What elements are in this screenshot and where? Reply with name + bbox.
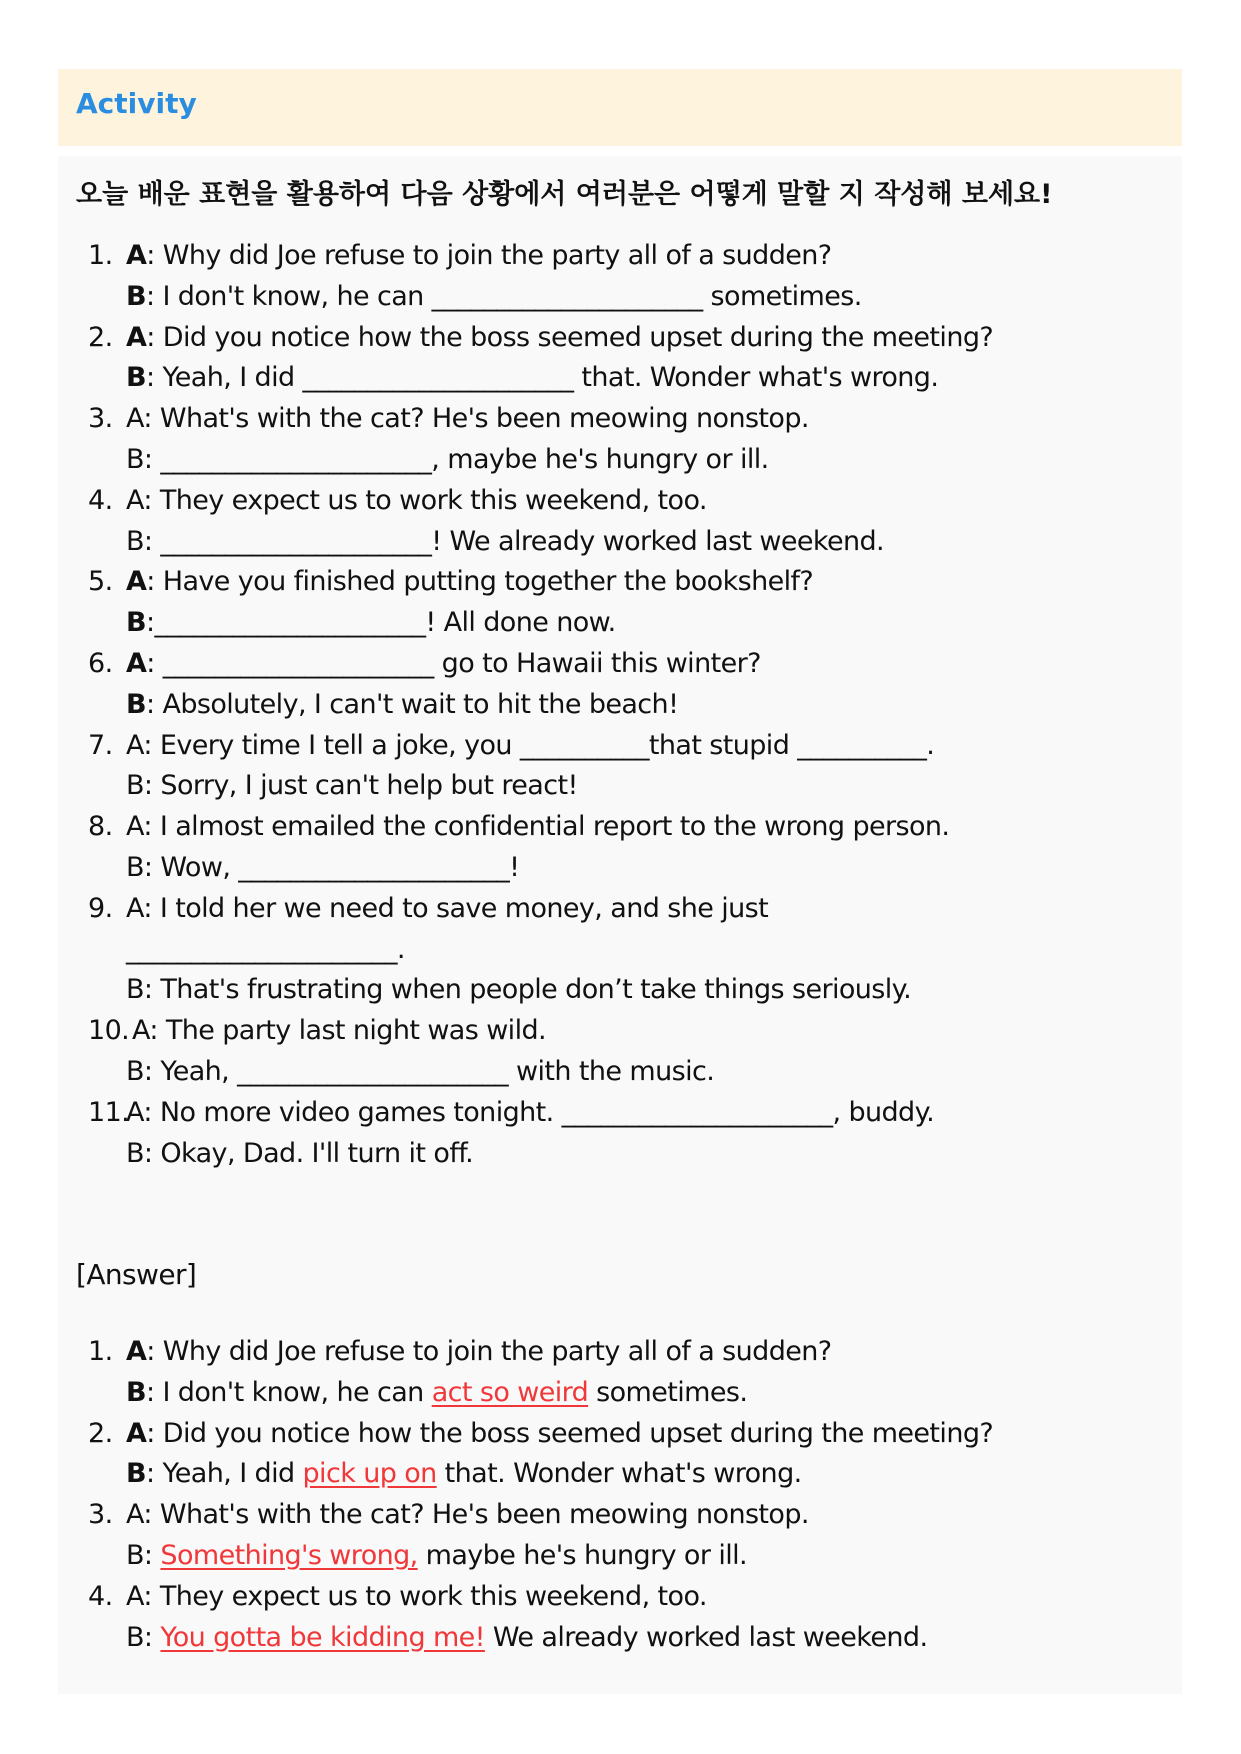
speaker-b: B	[126, 688, 146, 720]
question-list	[88, 236, 1168, 1174]
line-b: B: Wow, _____________________!	[126, 851, 520, 883]
speaker-a: A	[126, 321, 147, 353]
line-b-pre: : I don't know, he can	[145, 1376, 432, 1408]
line-b-pre: : Yeah, I did	[145, 1458, 303, 1490]
question-item	[88, 807, 1168, 889]
line-b: :_____________________! All done now.	[145, 607, 616, 639]
line-a: : Why did Joe refuse to join the party all of a sudden?	[146, 1336, 832, 1367]
question-item	[88, 481, 1168, 563]
answer-item	[88, 1332, 1168, 1414]
line-b: B: Yeah, _____________________ with the music.	[126, 1055, 715, 1087]
answer-item	[88, 1577, 1168, 1659]
speaker-b: B	[126, 1458, 146, 1490]
item-number: 3.	[88, 403, 113, 435]
question-item	[88, 399, 1168, 481]
answer-phrase: Something's wrong,	[160, 1539, 418, 1571]
line-b-post: that. Wonder what's wrong.	[436, 1458, 802, 1490]
activity-header	[58, 69, 1182, 146]
line-a: : _____________________ go to Hawaii this winter?	[146, 647, 761, 679]
speaker-a: A	[126, 1336, 147, 1367]
instruction-text: 오늘 배운 표현을 활용하여 다음 상황에서 여러분은 어떻게 말할 지 작성해 보세요!	[76, 179, 1053, 210]
line-b: B: Okay, Dad. I'll turn it off.	[126, 1137, 474, 1169]
item-number: 9.	[88, 892, 113, 924]
activity-panel	[58, 156, 1182, 1694]
item-number: 2.	[88, 321, 113, 353]
speaker-a: A	[126, 647, 147, 679]
line-a: A: I almost emailed the confidential report to the wrong person.	[126, 811, 950, 843]
item-number: 10.	[88, 1015, 130, 1047]
line-a: : Why did Joe refuse to join the party all of a sudden?	[146, 240, 832, 271]
item-number: 1.	[88, 1336, 113, 1367]
line-b: B: That's frustrating when people don’t take things seriously.	[126, 974, 912, 1006]
line-a: A: The party last night was wild.	[132, 1015, 547, 1047]
line-b: : I don't know, he can _____________________ sometimes.	[145, 280, 862, 312]
question-item	[88, 644, 1168, 726]
answer-phrase: You gotta be kidding me!	[160, 1621, 485, 1653]
line-a: A: What's with the cat? He's been meowing nonstop.	[126, 403, 809, 435]
speaker-a: A	[126, 240, 147, 271]
answer-phrase: pick up on	[302, 1458, 437, 1490]
item-number: 5.	[88, 566, 113, 598]
item-number: 1.	[88, 240, 113, 271]
speaker-b: B	[126, 362, 146, 394]
item-number: 8.	[88, 811, 113, 843]
question-item	[88, 236, 1168, 318]
line-b-pre: B:	[126, 1539, 161, 1571]
item-number: 6.	[88, 647, 113, 679]
question-item	[88, 318, 1168, 400]
item-number: 4.	[88, 484, 113, 516]
line-a: A: No more video games tonight. _____________________, buddy.	[126, 1096, 935, 1128]
line-b: : Yeah, I did _____________________ that. Wonder what's wrong.	[145, 362, 939, 394]
line-b-post: sometimes.	[588, 1376, 748, 1408]
question-item	[88, 562, 1168, 644]
speaker-b: B	[126, 280, 146, 312]
line-a: A: They expect us to work this weekend, too.	[126, 1580, 707, 1612]
line-b-pre: B:	[126, 1621, 161, 1653]
line-a: A: I told her we need to save money, and she just	[126, 892, 769, 924]
line-a: : Did you notice how the boss seemed upset during the meeting?	[146, 321, 994, 353]
speaker-a: A	[126, 566, 147, 598]
question-item	[88, 1011, 1168, 1093]
answer-list	[88, 1332, 1168, 1658]
speaker-a: A	[126, 1417, 147, 1449]
line-a: A: Every time I tell a joke, you __________that stupid __________.	[126, 729, 935, 761]
speaker-b: B	[126, 1376, 146, 1408]
activity-title: Activity	[76, 87, 197, 120]
line-b: : Absolutely, I can't wait to hit the beach!	[145, 688, 679, 720]
speaker-b: B	[126, 607, 146, 639]
answer-label: [Answer]	[76, 1258, 197, 1291]
item-number: 3.	[88, 1499, 113, 1531]
item-number: 4.	[88, 1580, 113, 1612]
answer-item	[88, 1495, 1168, 1577]
answer-phrase: act so weird	[431, 1376, 589, 1408]
line-b-post: We already worked last weekend.	[484, 1621, 928, 1653]
item-number: 2.	[88, 1417, 113, 1449]
line-a: : Have you finished putting together the bookshelf?	[146, 566, 814, 598]
line-b: B: _____________________! We already worked last weekend.	[126, 525, 885, 557]
line-b: B: Sorry, I just can't help but react!	[126, 770, 578, 802]
line-a: A: They expect us to work this weekend, too.	[126, 484, 707, 516]
question-item	[88, 889, 1168, 1011]
line-a: : Did you notice how the boss seemed upset during the meeting?	[146, 1417, 994, 1449]
question-item	[88, 1093, 1168, 1175]
item-number: 11.	[88, 1096, 130, 1128]
line-a-continued: _____________________.	[126, 933, 405, 965]
question-item	[88, 726, 1168, 808]
line-b-post: maybe he's hungry or ill.	[417, 1539, 748, 1571]
line-a: A: What's with the cat? He's been meowing nonstop.	[126, 1499, 809, 1531]
answer-item	[88, 1414, 1168, 1496]
line-b: B: _____________________, maybe he's hungry or ill.	[126, 443, 769, 475]
item-number: 7.	[88, 729, 113, 761]
